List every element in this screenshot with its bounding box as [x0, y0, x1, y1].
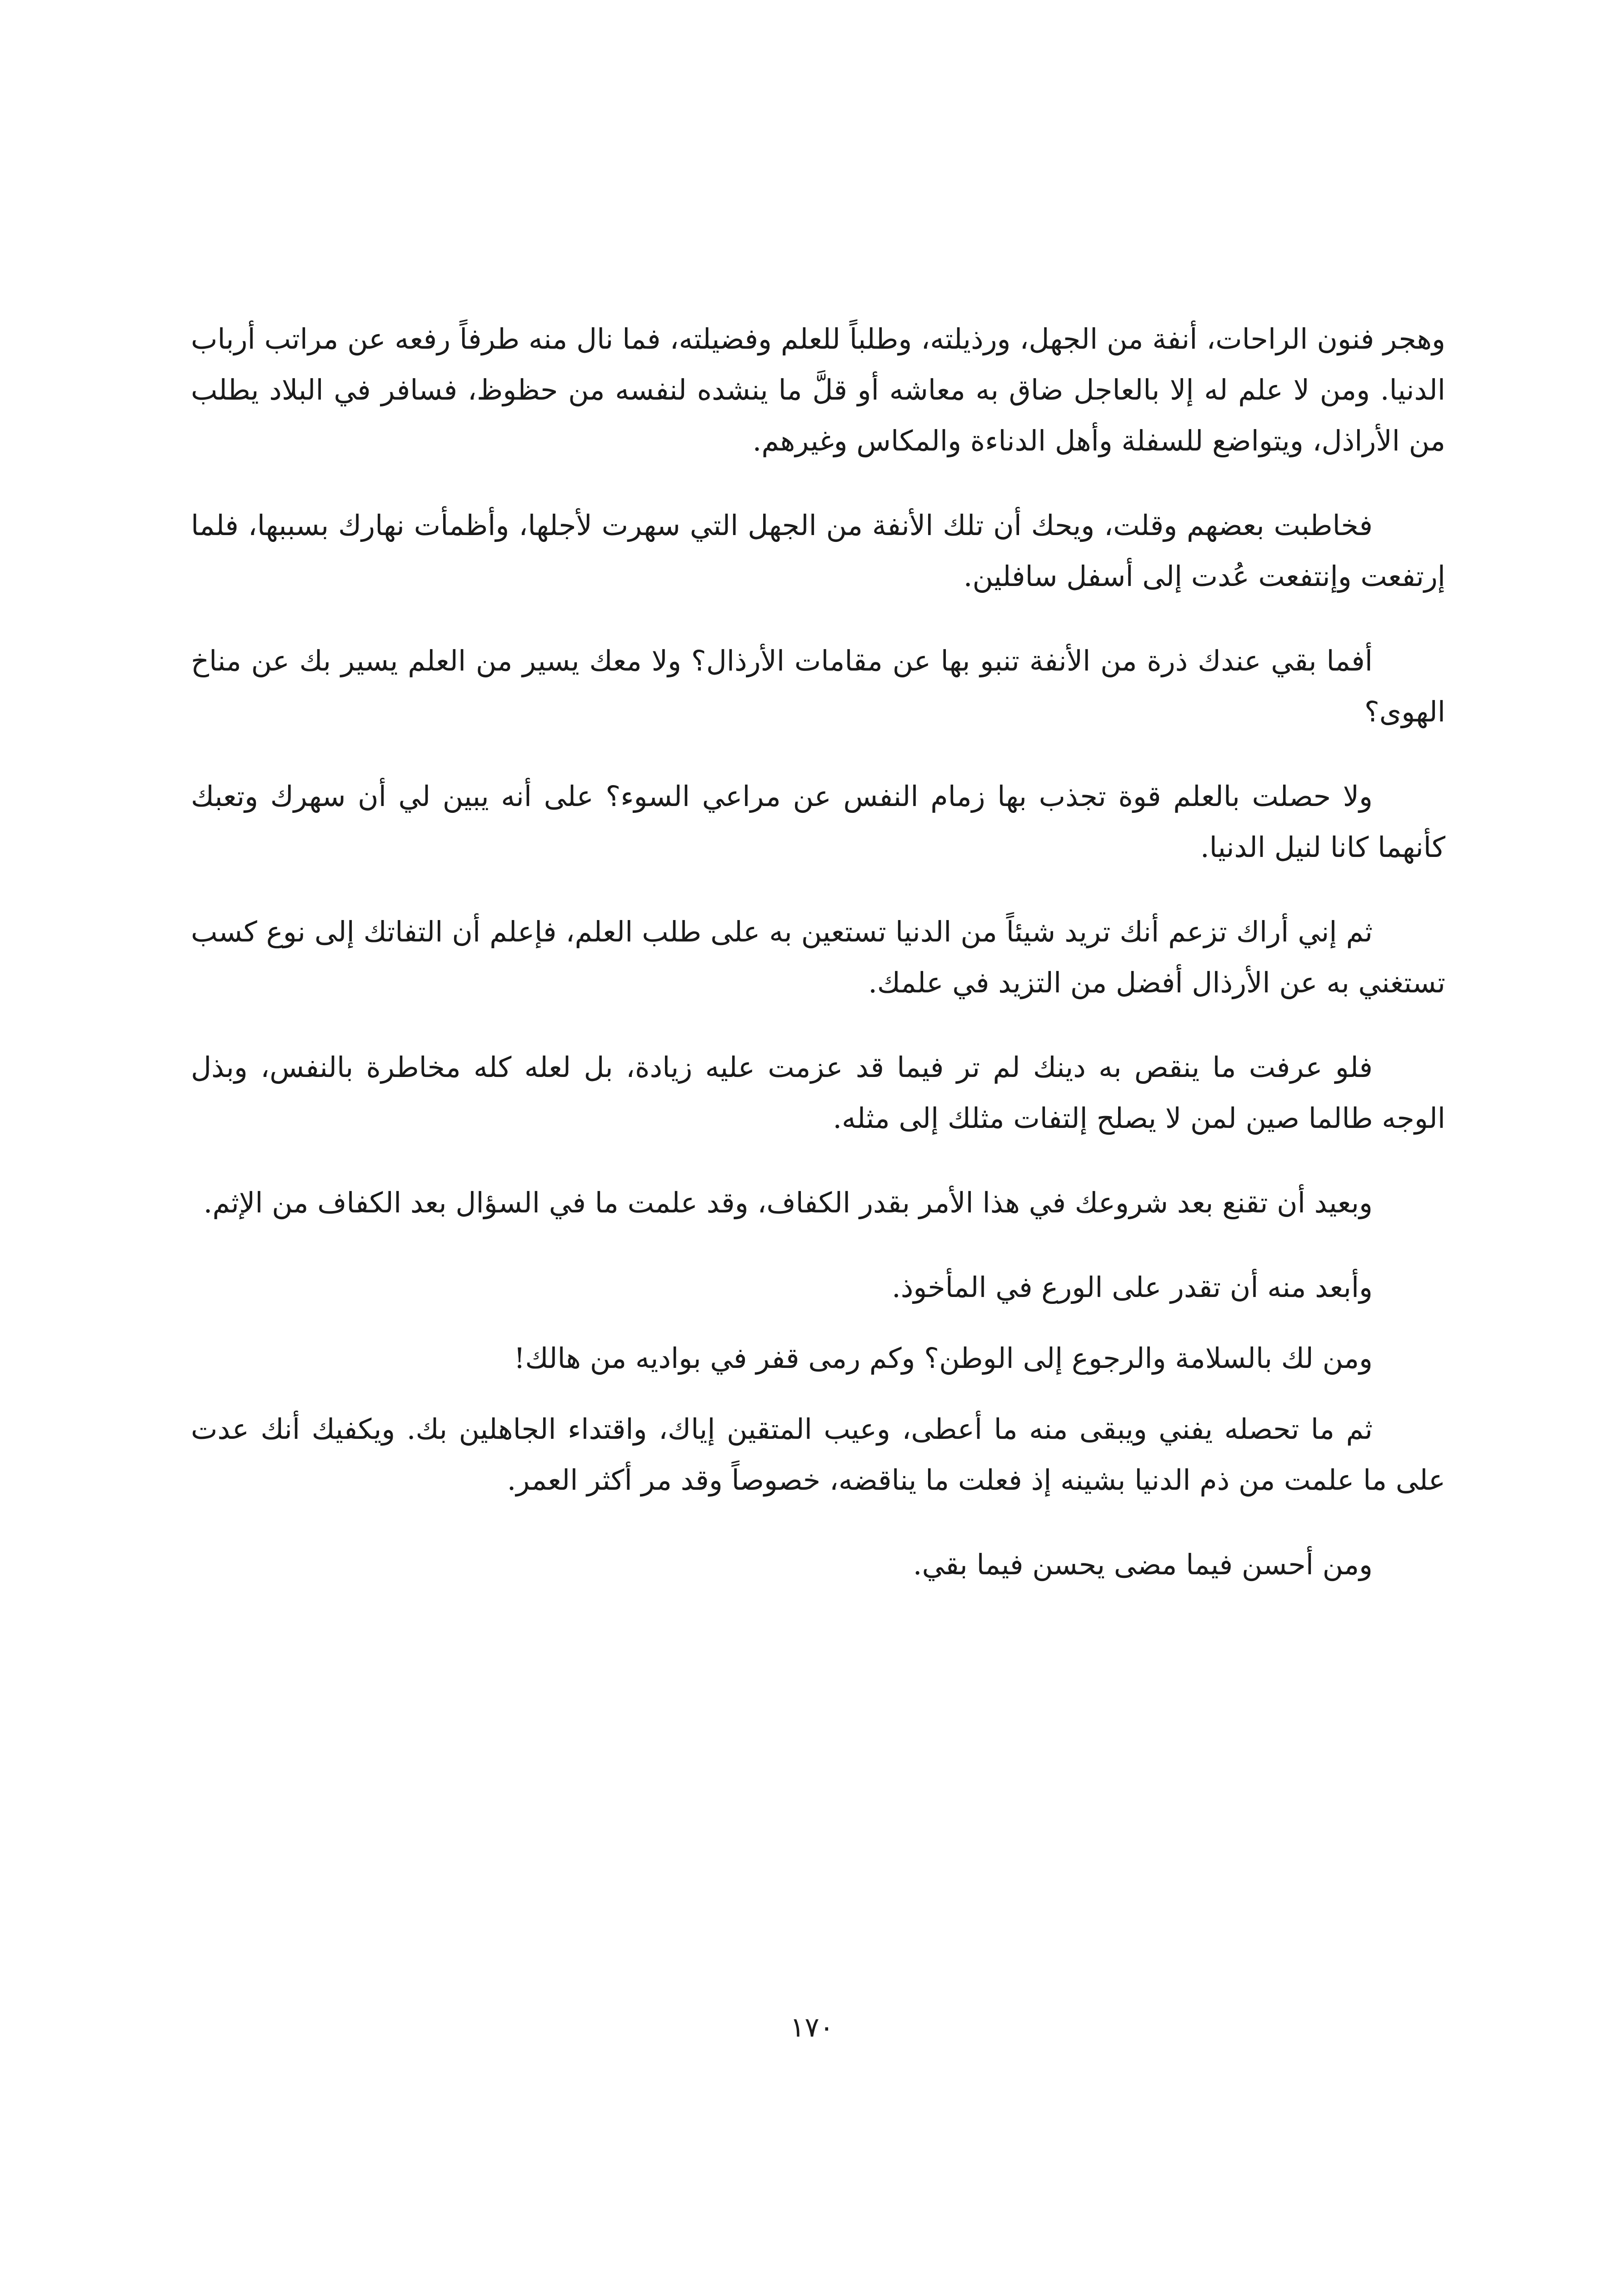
paragraph-3: أفما بقي عندك ذرة من الأنفة تنبو بها عن مقامات الأرذال؟ ولا معك يسير من العلم يسير بك عن مناخ الهوى؟: [191, 644, 1445, 728]
paragraph-5: ثم إني أراك تزعم أنك تريد شيئاً من الدنيا تستعين به على طلب العلم، فإعلم أن التفاتك إلى نوع كسب تستغني به عن الأرذال أفضل من التزيد في علمك.: [191, 915, 1445, 999]
body-text: [191, 314, 1445, 1624]
page-number: ١٧٠: [790, 2012, 834, 2043]
paragraph-9: ومن لك بالسلامة والرجوع إلى الوطن؟ وكم رمى قفر في بواديه من هالك!: [514, 1342, 1373, 1375]
paragraph-7: وبعيد أن تقنع بعد شروعك في هذا الأمر بقدر الكفاف، وقد علمت ما في السؤال بعد الكفاف من الإثم.: [203, 1186, 1373, 1219]
paragraph-10: ثم ما تحصله يفني ويبقى منه ما أعطى، وعيب المتقين إياك، واقتداء الجاهلين بك. ويكفيك أنك عدت على ما علمت من ذم الدنيا بشينه إذ فعلت ما يناقضه، خصوصاً وقد مر أكثر العمر.: [191, 1412, 1445, 1497]
paragraph-8: وأبعد منه أن تقدر على الورع في المأخوذ.: [892, 1271, 1373, 1304]
paragraph-1: وهجر فنون الراحات، أنفة من الجهل، ورذيلته، وطلباً للعلم وفضيلته، فما نال منه طرفاً رفعه عن مراتب أرباب الدنيا. ومن لا علم له إلا بالعاجل ضاق به معاشه أو قلَّ ما ينشده لنفسه من حظوظ، فسافر في البلاد يطلب من الأراذل، ويتواضع للسفلة وأهل الدناءة والمكاس وغيرهم.: [191, 322, 1445, 457]
paragraph-4: ولا حصلت بالعلم قوة تجذب بها زمام النفس عن مراعي السوء؟ على أنه يبين لي أن سهرك وتعبك كأنهما كانا لنيل الدنيا.: [191, 780, 1445, 864]
paragraph-6: فلو عرفت ما ينقص به دينك لم تر فيما قد عزمت عليه زيادة، بل لعله كله مخاطرة بالنفس، وبذل الوجه طالما صين لمن لا يصلح إلتفات مثلك إلى مثله.: [191, 1051, 1445, 1135]
paragraph-2: فخاطبت بعضهم وقلت، ويحك أن تلك الأنفة من الجهل التي سهرت لأجلها، وأظمأت نهارك بسببها، فلما إرتفعت وإنتفعت عُدت إلى أسفل سافلين.: [191, 509, 1445, 593]
paragraph-11: ومن أحسن فيما مضى يحسن فيما بقي.: [913, 1548, 1373, 1581]
